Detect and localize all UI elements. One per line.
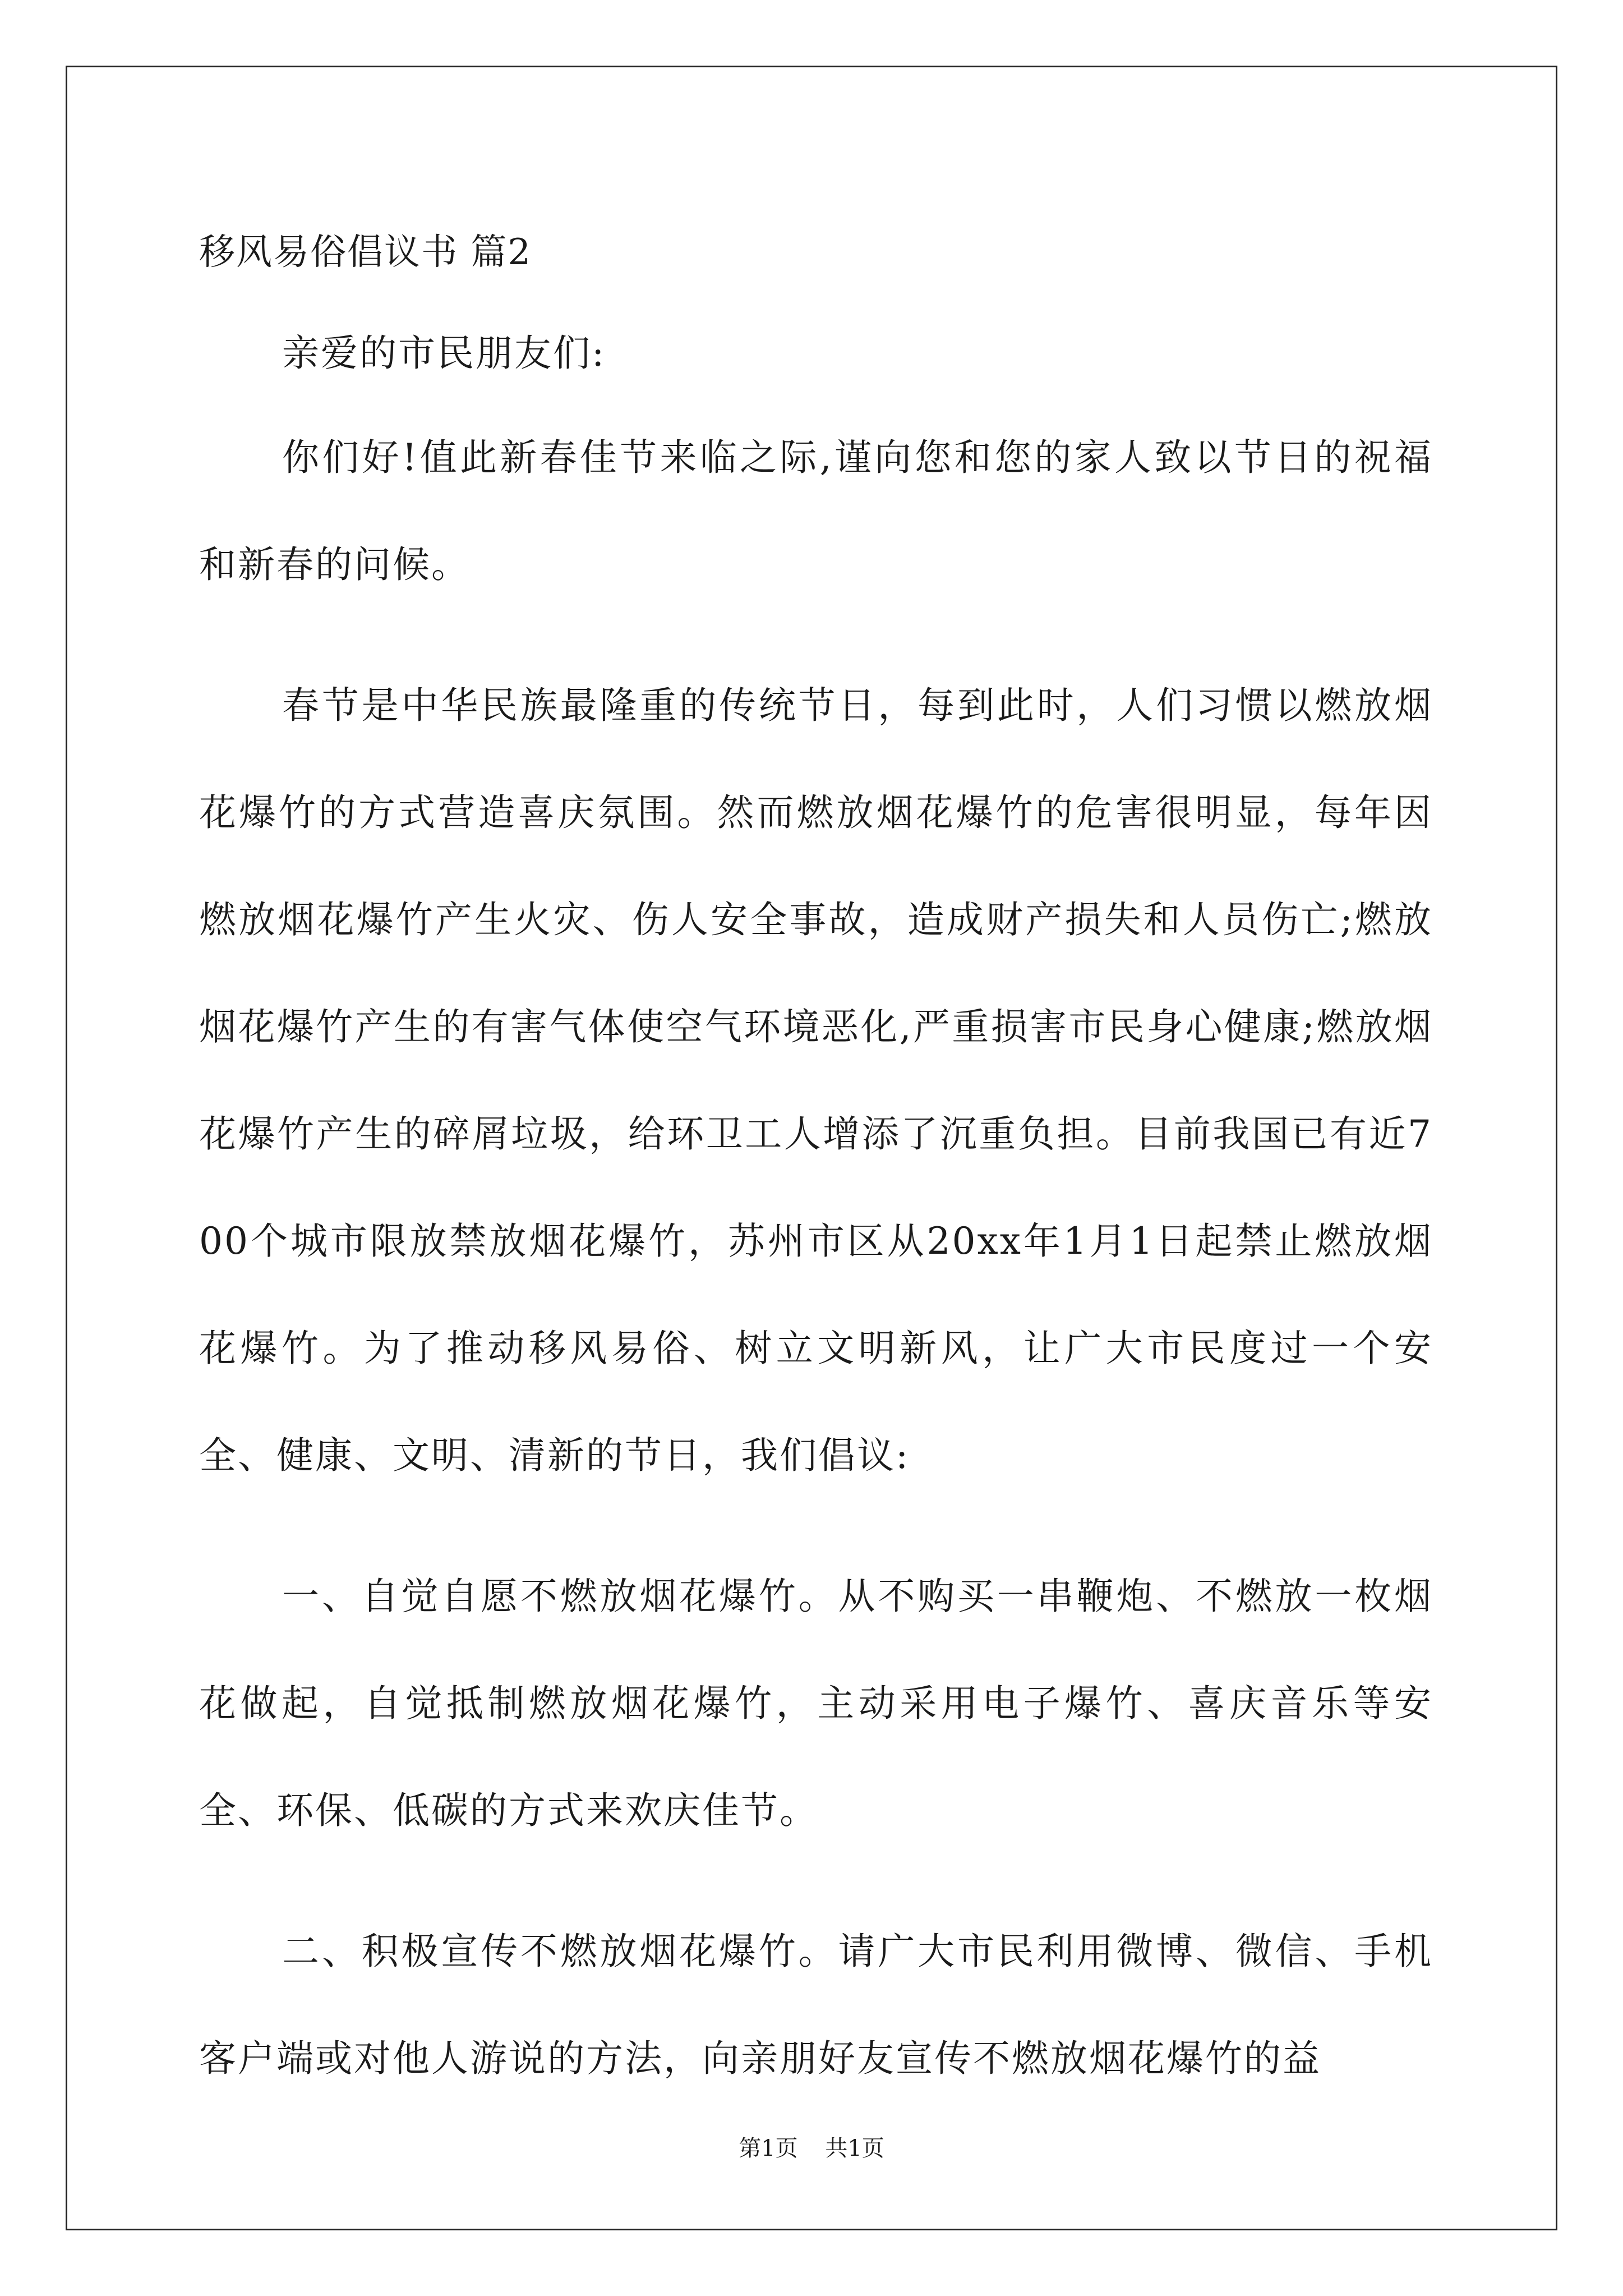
document-body (199, 219, 1433, 2112)
page-footer (0, 2132, 1623, 2165)
paragraph-greeting: 你们好!值此新春佳节来临之际,谨向您和您的家人致以节日的祝福和新春的问候。 (199, 436, 1433, 586)
salutation: 亲爱的市民朋友们: (282, 332, 606, 375)
paragraph-proposal-one: 一、自觉自愿不燃放烟花爆竹。从不购买一串鞭炮、不燃放一枚烟花做起，自觉抵制燃放烟花爆竹，主动采用电子爆竹、喜庆音乐等安全、环保、低碳的方式来欢庆佳节。 (199, 1575, 1433, 1832)
page-total: 共1页 (825, 2136, 884, 2161)
paragraph-proposal-two: 二、积极宣传不燃放烟花爆竹。请广大市民利用微博、微信、手机客户端或对他人游说的方法，向亲朋好友宣传不燃放烟花爆竹的益 (199, 1930, 1433, 2080)
document-title: 移风易俗倡议书 篇2 (199, 232, 532, 273)
page-number: 第1页 (739, 2136, 798, 2161)
paragraph-background: 春节是中华民族最隆重的传统节日，每到此时，人们习惯以燃放烟花爆竹的方式营造喜庆氛围。然而燃放烟花爆竹的危害很明显，每年因燃放烟花爆竹产生火灾、伤人安全事故，造成财产损失和人员伤亡;燃放烟花爆竹产生的有害气体使空气环境恶化,严重损害市民身心健康;燃放烟花爆竹产生的碎屑垃圾，给环卫工人增添了沉重负担。目前我国已有近700个城市限放禁放烟花爆竹，苏州市区从20xx年1月1日起禁止燃放烟花爆竹。为了推动移风易俗、树立文明新风，让广大市民度过一个安全、健康、文明、清新的节日，我们倡议: (199, 684, 1433, 1477)
